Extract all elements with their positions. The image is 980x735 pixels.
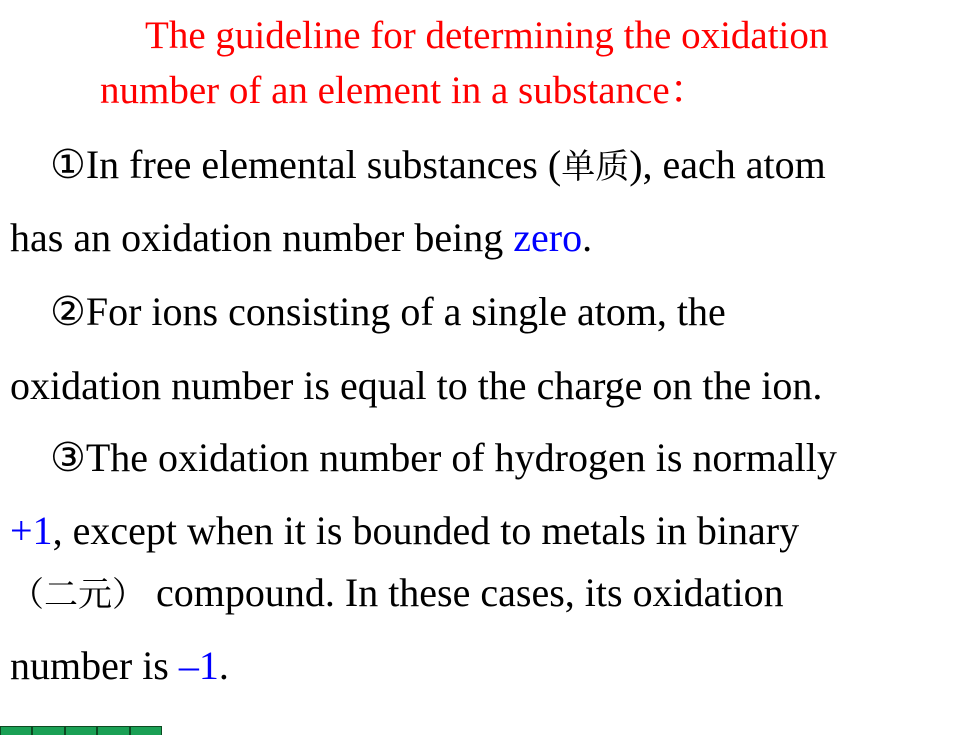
rule-2-line-1: [50, 289, 726, 334]
rule-3-text: The oxidation number of hydrogen is normally: [85, 435, 837, 480]
slide-nav-bar: [0, 726, 162, 735]
rule-1-text: In free elemental substances (: [85, 142, 562, 187]
rule-1-line-2: [10, 215, 593, 260]
rule-2-line-2: [10, 363, 823, 408]
rule-3-highlight-plus-one: +1: [10, 508, 53, 553]
rule-3-highlight-minus-one: –1: [178, 643, 219, 688]
rule-3-line-4: [10, 643, 229, 688]
slide-title-line-1: The guideline for determining the oxidation: [145, 14, 829, 57]
rule-3-cont-b: compound. In these cases, its oxidation: [146, 570, 784, 615]
slide-title-line-2: number of an element in a substance：: [100, 69, 709, 112]
nav-button-5[interactable]: [130, 726, 162, 735]
rule-3-line-3: [10, 570, 784, 615]
rule-1-cjk: 单质: [561, 147, 630, 187]
rule-1-highlight: zero: [513, 215, 583, 260]
rule-3-line-1: [50, 435, 837, 480]
nav-button-1[interactable]: [0, 726, 32, 735]
rule-3-end: .: [218, 643, 229, 688]
rule-3-cont-a: , except when it is bounded to metals in binary: [52, 508, 800, 553]
rule-2-text: For ions consisting of a single atom, the: [85, 289, 726, 334]
rule-2-marker: ②: [50, 289, 86, 334]
rule-3-cjk: （二元）: [10, 575, 146, 615]
nav-button-2[interactable]: [32, 726, 64, 735]
rule-2-cont: oxidation number is equal to the charge on the ion.: [10, 363, 823, 408]
rule-3-line-2: [10, 508, 800, 553]
rule-1-line-1: [50, 142, 826, 187]
rule-1-marker: ①: [50, 142, 86, 187]
rule-3-marker: ③: [50, 435, 86, 480]
rule-1-end: .: [582, 215, 593, 260]
rule-1-cont: has an oxidation number being: [10, 215, 514, 260]
nav-button-4[interactable]: [97, 726, 129, 735]
nav-button-3[interactable]: [65, 726, 97, 735]
rule-1-text-b: ), each atom: [629, 142, 826, 187]
rule-3-cont-c: number is: [10, 643, 179, 688]
